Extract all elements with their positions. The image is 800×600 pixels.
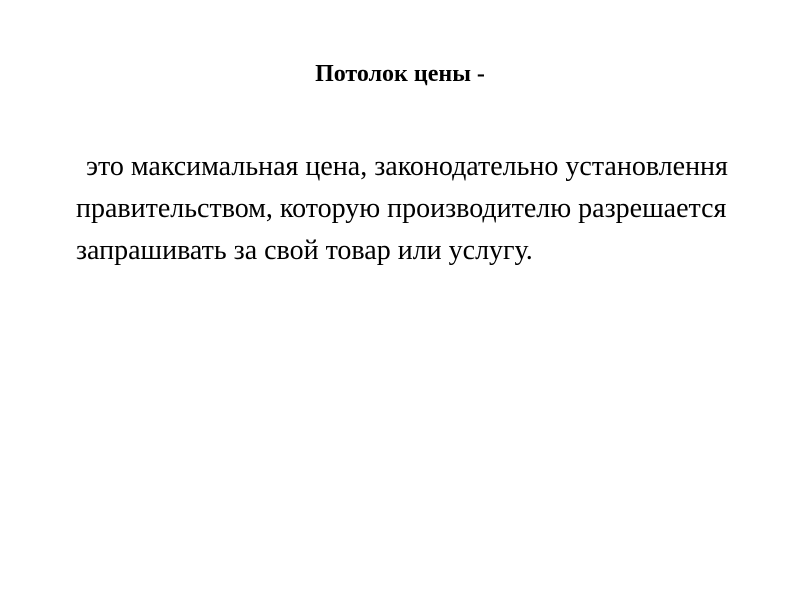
slide-title: Потолок цены - — [315, 61, 485, 87]
definition-text: это максимальная цена, законодательно установлення правительством, которую производителю разрешается запрашивать за свой товар или услугу. — [76, 151, 728, 266]
